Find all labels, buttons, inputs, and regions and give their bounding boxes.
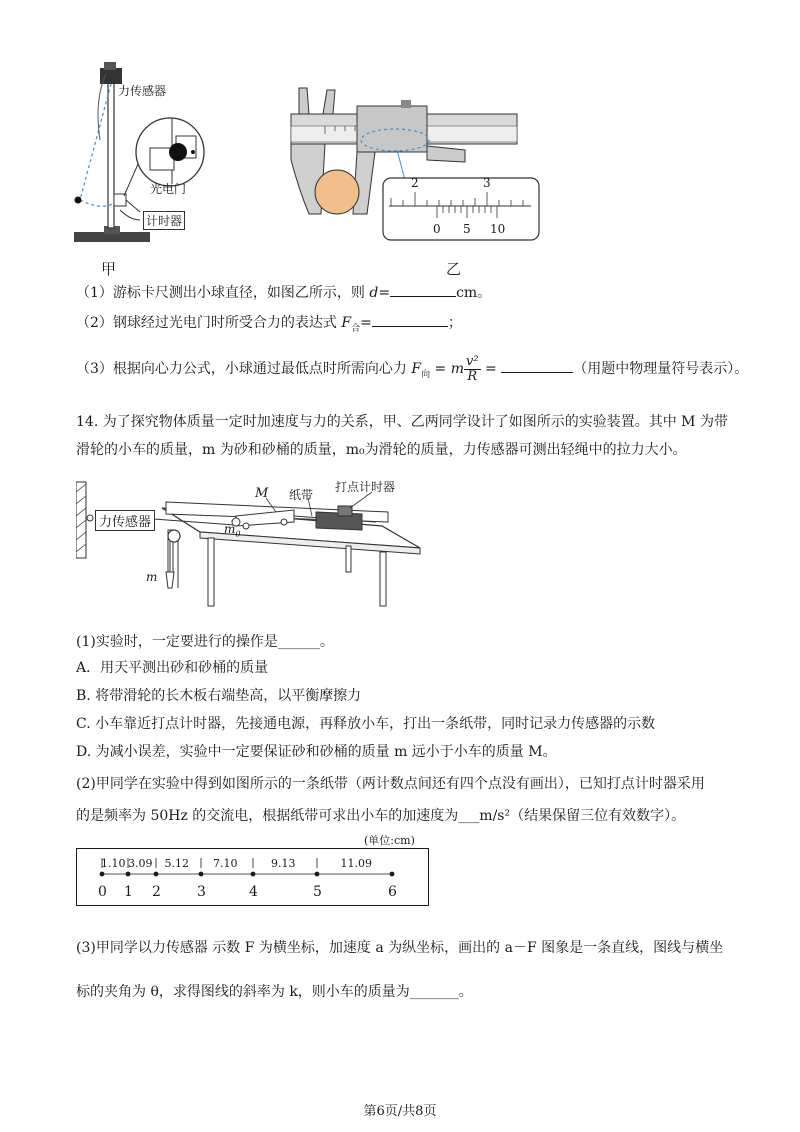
tape-point-label: 4 (249, 884, 258, 900)
tape-segment-label: 11.09 (340, 857, 372, 870)
q14-label-tape: 纸带 (289, 488, 314, 502)
q13-answer-blank-2[interactable] (372, 312, 448, 327)
tape-segment-label: 3.09 (128, 857, 153, 870)
tape-point-label: 1 (124, 884, 133, 900)
tape-segment-label: 7.10 (213, 857, 238, 870)
tape-point-2 (154, 872, 159, 877)
q13-answer-blank-1[interactable] (390, 282, 456, 297)
caliper-vernier-tick-0: 0 (433, 222, 441, 236)
tape-point-label: 2 (152, 884, 161, 900)
timer-label: 计时器 (143, 211, 185, 230)
figure-yi-label: 乙 (446, 260, 462, 278)
tape-point-4 (251, 872, 256, 877)
tape-point-label: 0 (98, 884, 107, 900)
tape-point-label: 3 (197, 884, 206, 900)
q13-part1: （1）游标卡尺测出小球直径，如图乙所示，则 d= cm。 (76, 282, 491, 303)
tape-point-5 (315, 872, 320, 877)
figure-yi (285, 80, 545, 250)
q14-intro-line2: 滑轮的小车的质量，m 为砂和砂桶的质量，m₀为滑轮的质量，力传感器可测出轻绳中的拉力大小。 (76, 442, 687, 458)
tape-point-1 (126, 872, 131, 877)
q14-intro-line1: 14. 为了探究物体质量一定时加速度与力的关系，甲、乙两同学设计了如图所示的实验装置。其中 M 为带 (76, 414, 728, 430)
q14-part1: (1)实验时，一定要进行的操作是______。 (76, 634, 334, 650)
q14-option-C[interactable]: C. 小车靠近打点计时器，先接通电源，再释放小车，打出一条纸带，同时记录力传感器的示数 (76, 716, 656, 732)
tape-point-label: 6 (388, 884, 397, 900)
q13-part2: （2）钢球经过光电门时所受合力的表达式 $F_合=$ ； (76, 312, 462, 339)
tape-segment-label: 5.12 (164, 857, 189, 870)
q13-part3: （3）根据向心力公式，小球通过最低点时所需向心力 $F_向 = m$ $\frac{\text{v²}}{R}$ = （用题中物理量符号表示）。 (76, 353, 749, 384)
fraction-v2-over-R: $\frac{\text{v²}}{R}$ (466, 353, 479, 384)
caliper-main-tick-2: 2 (411, 176, 419, 190)
caliper-vernier-tick-10: 10 (490, 222, 506, 236)
tape-point-label: 5 (313, 884, 322, 900)
tape-segment-label: 1.10 (101, 857, 126, 870)
force-sensor-label: 力传感器 (118, 84, 167, 98)
tape-unit-label: (单位:cm) (364, 834, 415, 847)
photogate-label: 光电门 (150, 182, 187, 196)
q14-label-m0: $m_0$ (224, 522, 241, 539)
q14-label-M: M (255, 486, 269, 501)
page-footer: 第6页/共8页 (363, 1104, 437, 1119)
figure-q14-apparatus (76, 478, 426, 618)
q14-force-sensor-label: 力传感器 (95, 510, 155, 531)
q14-part3-line2: 标的夹角为 θ，求得图线的斜率为 k，则小车的质量为_______。 (76, 984, 473, 1000)
q14-part2-line2: 的是频率为 50Hz 的交流电，根据纸带可求出小车的加速度为___m/s²（结果保留三位有效数字）。 (76, 808, 686, 824)
q14-option-A[interactable]: A．用天平测出砂和砂桶的质量 (76, 660, 269, 676)
q14-part3-line1: (3)甲同学以力传感器 示数 F 为横坐标，加速度 a 为纵坐标，画出的 a－F 图象是一条直线，图线与横坐 (76, 940, 724, 956)
tape-point-3 (199, 872, 204, 877)
q14-part2-line1: (2)甲同学在实验中得到如图所示的一条纸带（两计数点间还有四个点没有画出），已知打点计时器采用 (76, 776, 705, 792)
tape-point-6 (390, 872, 395, 877)
q14-option-B[interactable]: B. 将带滑轮的长木板右端垫高，以平衡摩擦力 (76, 688, 362, 704)
tape-point-0 (100, 872, 105, 877)
q14-label-m: m (146, 570, 158, 584)
q14-option-D[interactable]: D. 为减小误差，实验中一定要保证砂和砂桶的质量 m 远小于小车的质量 M。 (76, 744, 557, 760)
figure-jia-label: 甲 (101, 260, 117, 278)
tape-segment-label: 9.13 (271, 857, 296, 870)
q13-answer-blank-3[interactable] (501, 358, 573, 373)
q14-label-ticker: 打点计时器 (335, 480, 396, 494)
caliper-vernier-tick-5: 5 (463, 222, 471, 236)
caliper-main-tick-3: 3 (483, 176, 491, 190)
